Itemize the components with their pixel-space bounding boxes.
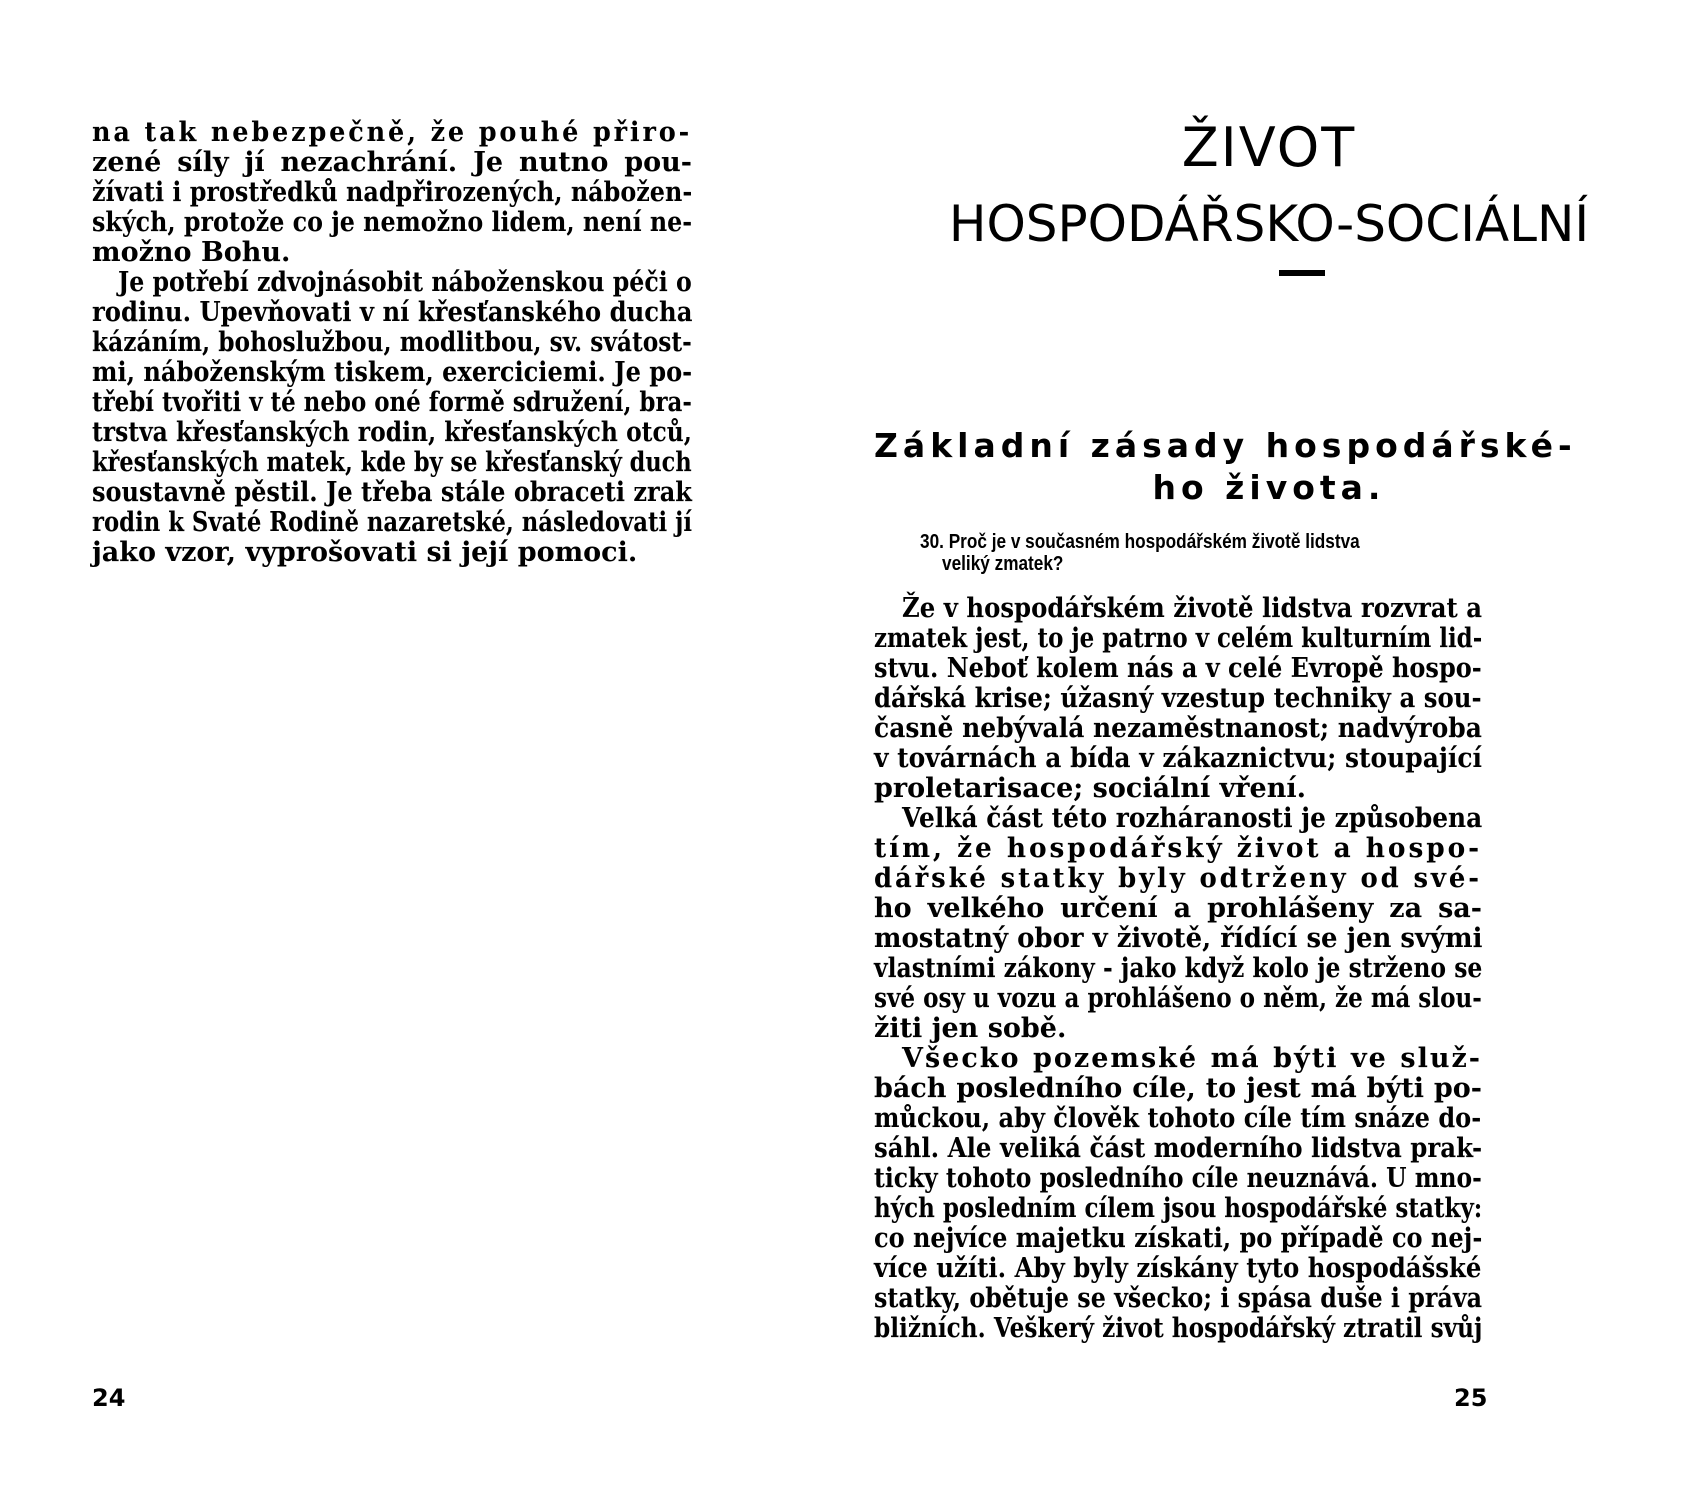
chapter-title: HOSPODÁŘSKO-SOCIÁLNÍ [948, 195, 1590, 253]
text-line: trstva křesťanských rodin, křesťanských otců, [92, 417, 692, 448]
text-line: na tak nebezpečně, že pouhé přiro- [92, 117, 693, 148]
text-line: proletarisace; sociální vření. [874, 773, 1306, 804]
text-line: jako vzor, vyprošovati si její pomoci. [92, 537, 638, 568]
text-line: třebí tvořiti v té nebo oné formě sdružení, bra- [92, 387, 692, 418]
text-line: mostatný obor v životě, řídící se jen svými [874, 923, 1483, 954]
title-dash [1279, 270, 1325, 276]
question-heading: 30. Proč je v současném hospodářském životě lidstva [920, 531, 1360, 553]
text-line: žívati i prostředků nadpřirozených, nábožen- [92, 177, 693, 208]
text-line: rodinu. Upevňovati v ní křesťanského ducha [92, 297, 693, 328]
right-page [846, 0, 1692, 1500]
page-number: 24 [92, 1384, 126, 1412]
text-line: časně nebývalá nezaměstnanost; nadvýroba [874, 713, 1482, 744]
text-line: sáhl. Ale veliká část moderního lidstva prak- [874, 1133, 1483, 1164]
text-line: rodin k Svaté Rodině nazaretské, následovati jí [92, 507, 692, 538]
text-line: Že v hospodářském životě lidstva rozvrat a [902, 593, 1483, 624]
text-line: Velká část této rozháranosti je způsobena [902, 803, 1483, 834]
section-heading: Základní zásady hospodářské- [874, 426, 1577, 465]
text-line: ských, protože co je nemožno lidem, není ne- [92, 207, 693, 238]
chapter-title: ŽIVOT [1181, 116, 1357, 179]
text-line: bližních. Veškerý život hospodářský ztratil svůj [874, 1313, 1483, 1344]
text-line: bách posledního cíle, to jest má býti po- [874, 1073, 1482, 1104]
text-line: možno Bohu. [92, 237, 291, 268]
text-line: více užíti. Aby byly získány tyto hospodášské [874, 1253, 1482, 1284]
text-line: vlastními zákony - jako když kolo je strženo se [874, 953, 1483, 984]
text-line: ho velkého určení a prohlášeny za sa- [874, 893, 1482, 924]
text-line: křesťanských matek, kde by se křesťanský duch [92, 447, 692, 478]
text-line: dářské statky byly odtrženy od své- [874, 863, 1482, 894]
text-line: statky, obětuje se všecko; i spása duše i práva [874, 1283, 1483, 1314]
text-line: tím, že hospodářský život a hospo- [874, 833, 1483, 864]
text-line: stvu. Neboť kolem nás a v celé Evropě hospo- [874, 653, 1482, 684]
text-line: můckou, aby člověk tohoto cíle tím snáze do- [874, 1103, 1482, 1134]
text-line: v továrnách a bída v zákaznictvu; stoupající [874, 743, 1482, 774]
text-line: Je potřebí zdvojnásobit náboženskou péči o [118, 267, 692, 298]
page-number: 25 [1454, 1384, 1488, 1412]
text-line: mi, náboženským tiskem, exerciciemi. Je po- [92, 357, 693, 388]
section-heading: ho života. [1152, 468, 1386, 507]
text-line: žiti jen sobě. [874, 1013, 1067, 1044]
text-line: ticky tohoto posledního cíle neuznává. U mno- [874, 1163, 1482, 1194]
question-heading: veliký zmatek? [942, 553, 1064, 575]
text-line: zené síly jí nezachrání. Je nutno pou- [92, 147, 692, 178]
text-line: zmatek jest, to je patrno v celém kulturním lid- [874, 623, 1483, 654]
text-line: Všecko pozemské má býti ve služ- [902, 1043, 1482, 1074]
text-line: soustavně pěstil. Je třeba stále obraceti zrak [92, 477, 692, 508]
text-line: kázáním, bohoslužbou, modlitbou, sv. svátost- [92, 327, 692, 358]
text-line: hých posledním cílem jsou hospodářské statky: [874, 1193, 1483, 1224]
text-line: své osy u vozu a prohlášeno o něm, že má slou- [874, 983, 1482, 1014]
text-line: dářská krise; úžasný vzestup techniky a sou- [874, 683, 1482, 714]
text-line: co nejvíce majetku získati, po případě co nej- [874, 1223, 1483, 1254]
